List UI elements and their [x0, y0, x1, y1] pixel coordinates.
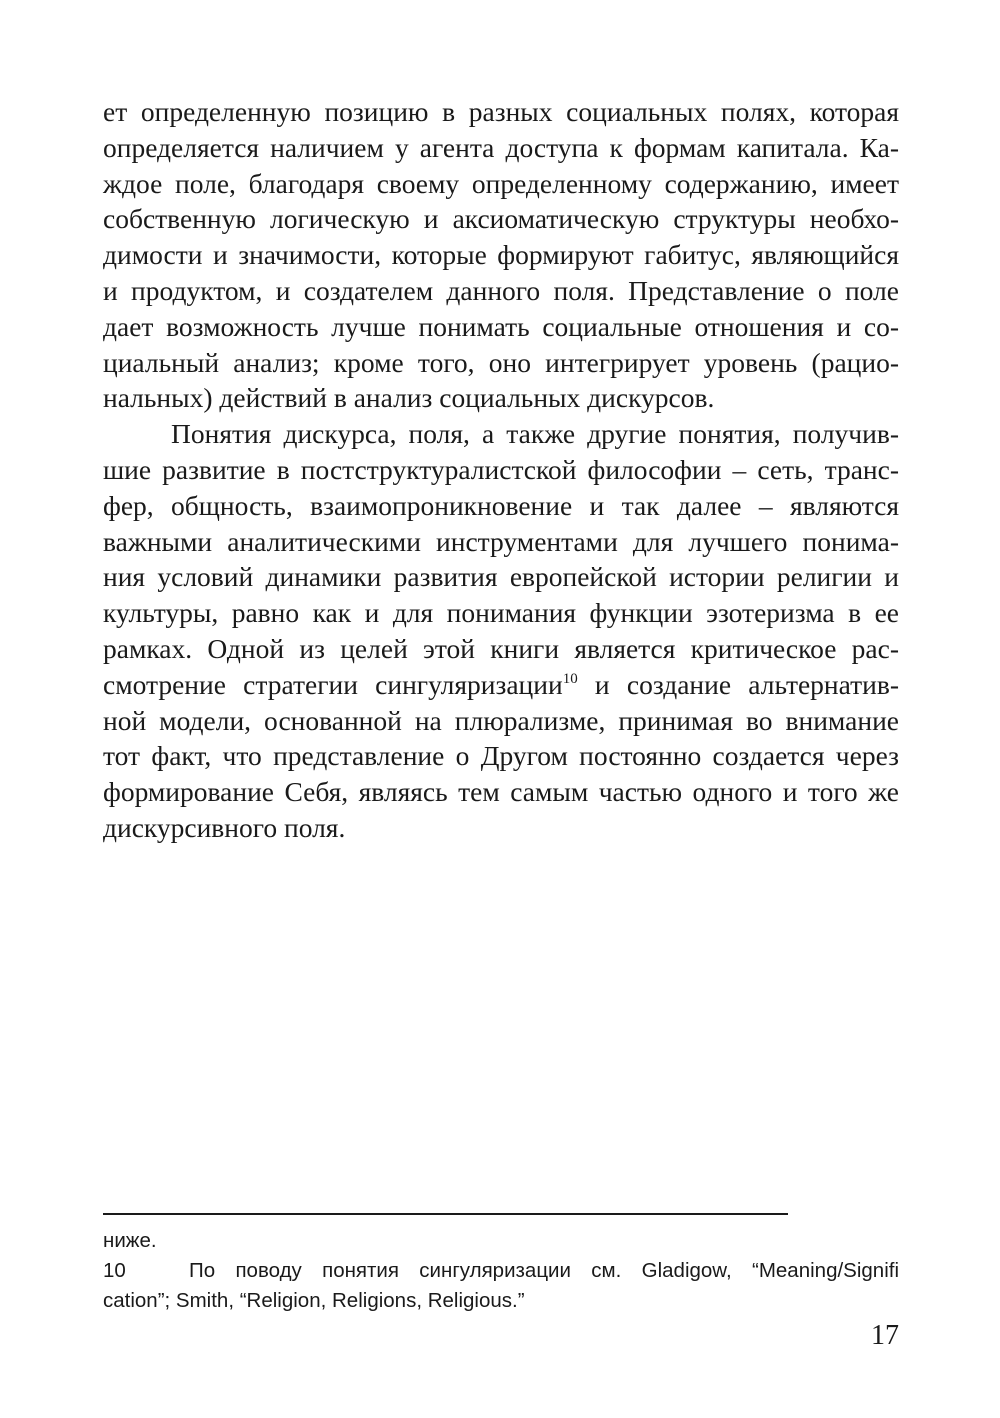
- text-line: важными аналитическими инструментами для лучшего понима-: [103, 525, 899, 557]
- text-line: циальный анализ; кроме того, оно интегрирует уровень (рацио-: [103, 346, 899, 378]
- text-line: определяется наличием у агента доступа к формам капитала. Ка-: [103, 131, 899, 163]
- text-segment: смотрение стратегии сингуляризации: [103, 668, 563, 700]
- text-line: шие развитие в постструктуралистской философии – сеть, транс-: [103, 453, 899, 485]
- text-line: ния условий динамики развития европейской истории религии и: [103, 561, 899, 593]
- main-text: [103, 94, 899, 846]
- text-line: культуры, равно как и для понимания функции эзотеризма в ее: [103, 597, 899, 629]
- paragraph-2: [103, 416, 899, 846]
- footnote-reference[interactable]: 10: [562, 670, 578, 687]
- text-line: дискурсивного поля.: [103, 811, 346, 843]
- text-line: ет определенную позицию в разных социальных полях, которая: [103, 96, 899, 127]
- page-number: 17: [871, 1320, 899, 1351]
- text-line-with-footnote-ref: [103, 667, 899, 703]
- footnote-number: 10: [103, 1259, 126, 1282]
- text-line: тот факт, что представление о Другом постоянно создается через: [103, 740, 899, 772]
- footnote-10: [103, 1256, 899, 1286]
- text-line: формирование Себя, являясь тем самым частью одного и того же: [103, 776, 899, 808]
- text-segment: и создание альтернатив-: [577, 668, 900, 700]
- text-line: дает возможность лучше понимать социальные отношения и со-: [103, 310, 899, 342]
- text-line: фер, общность, взаимопроникновение и так далее – являются: [103, 489, 899, 521]
- footnote-continuation: ниже.: [103, 1229, 157, 1252]
- text-line: рамках. Одной из целей этой книги является критическое рас-: [103, 632, 899, 664]
- paragraph-1: [103, 94, 899, 416]
- text-line: ждое поле, благодаря своему определенному содержанию, имеет: [103, 167, 899, 199]
- text-line: нальных) действий в анализ социальных дискурсов.: [103, 382, 715, 414]
- footnote-10-continuation: cation”; Smith, “Religion, Religions, Religious.”: [103, 1289, 525, 1312]
- text-line: Понятия дискурса, поля, а также другие понятия, получив-: [171, 418, 899, 450]
- text-line: собственную логическую и аксиоматическую структуры необхо-: [103, 203, 899, 235]
- footnote-separator: [103, 1213, 788, 1215]
- text-line: ной модели, основанной на плюрализме, принимая во внимание: [103, 704, 899, 736]
- text-line: и продуктом, и создателем данного поля. Представление о поле: [103, 274, 899, 306]
- footnote-text: По поводу понятия сингуляризации см. Gladigow, “Meaning/Signifi: [189, 1259, 899, 1282]
- text-line: димости и значимости, которые формируют габитус, являющийся: [103, 239, 899, 271]
- footnotes: [103, 1226, 899, 1316]
